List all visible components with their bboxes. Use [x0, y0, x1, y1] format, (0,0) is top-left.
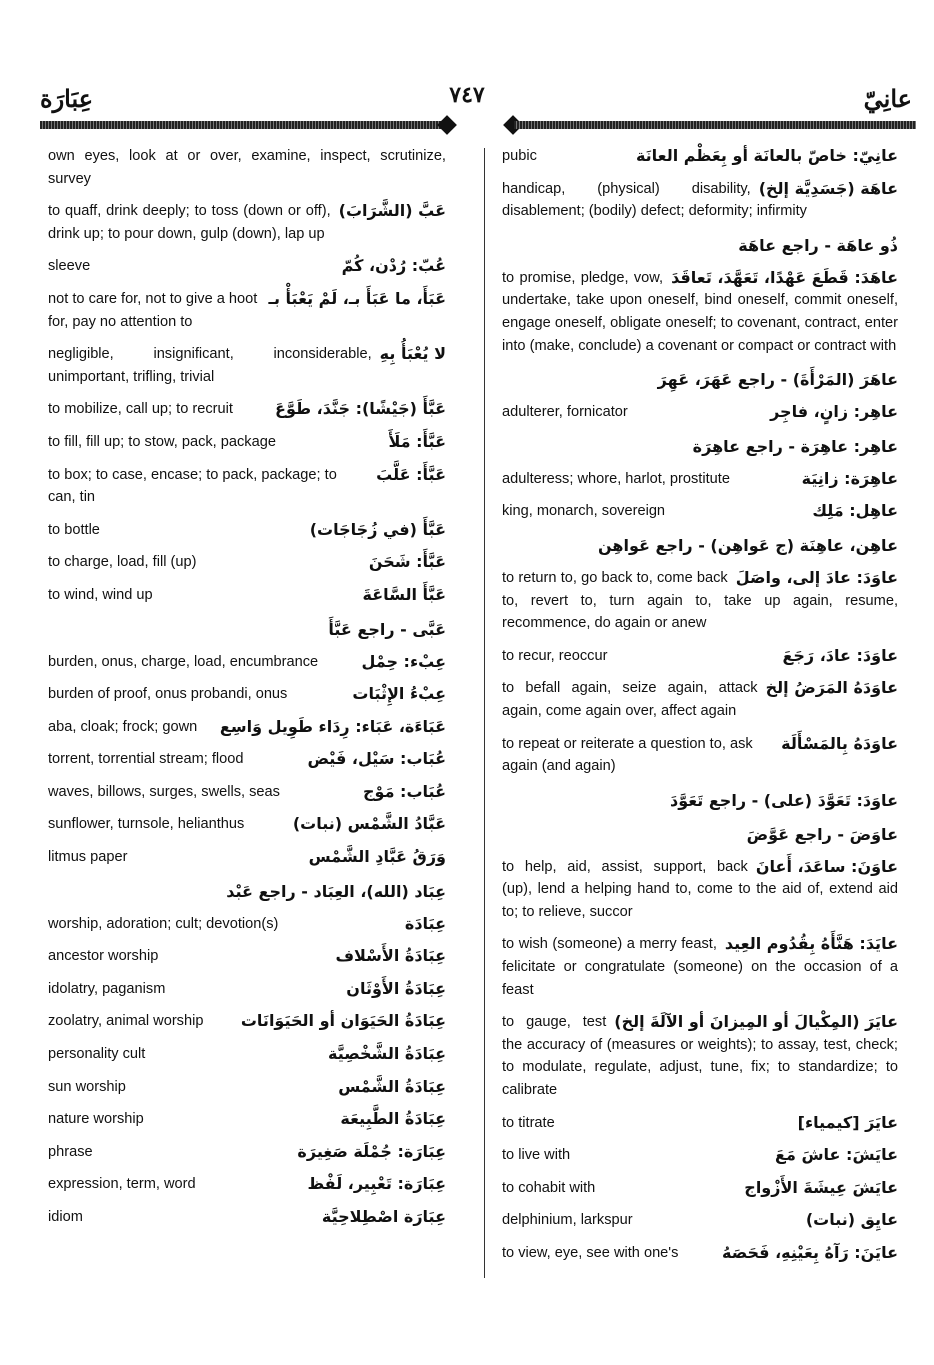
arabic-headword: عِبْءُ الإِثْبَات — [352, 684, 446, 704]
dictionary-entry — [48, 200, 446, 245]
dictionary-entry — [48, 1206, 446, 1229]
arabic-headword: عَبَّ (الشَّرَابَ) — [338, 201, 446, 221]
arabic-headword: عاهِل: مَلِك — [812, 501, 898, 521]
dictionary-entry — [48, 431, 446, 454]
dictionary-entry — [48, 551, 446, 574]
arabic-headword: عَبَّأَ (في زُجَاجَات) — [309, 519, 446, 539]
english-definition: own eyes, look at or over, examine, inspect, scrutinize, survey — [48, 148, 446, 187]
arabic-headword: عاهَة (جَسَدِيَّة إلخ) — [758, 178, 898, 198]
dictionary-entry — [502, 733, 898, 778]
header-rule-right — [506, 118, 916, 132]
right-column — [502, 145, 898, 1275]
arabic-headword: عِبَادَةُ الحَيَوَان أو الحَيَوَانَات — [240, 1011, 446, 1031]
cross-reference-entry: عاوَضَ - راجع عَوَّضَ — [746, 824, 898, 844]
dictionary-entry — [502, 677, 898, 722]
arabic-headword: عِبَادَةُ الأَسْلاف — [335, 946, 446, 966]
arabic-headword: عُبَاب: مَوْج — [363, 781, 446, 801]
dictionary-entry — [502, 567, 898, 635]
english-definition: idolatry, paganism — [48, 980, 166, 997]
dictionary-entry — [502, 145, 898, 168]
english-definition: to help, aid, assist, support, back (up), lend a helping hand to, come to the aid of, extend aid to; to relieve, succor — [502, 858, 898, 920]
cross-reference-entry: عاهَرَ (المَرْأَةَ) - راجع عَهَرَ، عَهِرَ — [657, 370, 898, 390]
running-head-left: عِبَارَة — [40, 84, 94, 113]
arabic-headword: عاوَدَ: عادَ إلى، واصَلَ — [735, 567, 898, 587]
dictionary-entry — [502, 500, 898, 523]
arabic-headword: عايَشَ: عاشَ مَعَ — [775, 1145, 898, 1165]
dictionary-entry — [48, 846, 446, 869]
english-definition: phrase — [48, 1143, 93, 1160]
dictionary-entry — [48, 1076, 446, 1099]
dictionary-entry — [48, 519, 446, 542]
dictionary-entry — [48, 1173, 446, 1196]
arabic-headword: عانِيّ: خاصّ بالعانَة أو بِعَظْم العانَة — [635, 146, 898, 165]
arabic-headword: عَبَاءَة، عَبَاء: رِدَاء طَوِيل وَاسِع — [219, 716, 446, 736]
english-definition: adulteress; whore, harlot, prostitute — [502, 470, 730, 487]
english-definition: burden of proof, onus probandi, onus — [48, 686, 288, 703]
arabic-headword: عَبَّأَ: عَلَّبَ — [376, 464, 446, 484]
english-definition: worship, adoration; cult; devotion(s) — [48, 915, 279, 932]
english-definition: personality cult — [48, 1046, 146, 1063]
arabic-headword: عِبَادَةُ الشَّمْس — [338, 1076, 446, 1096]
english-definition: litmus paper — [48, 849, 128, 866]
dictionary-entry — [502, 933, 898, 1001]
arabic-headword: عَبَّأَ: مَلَأَ — [388, 431, 446, 451]
arabic-headword: عاوَدَهُ بِالمَسْأَلَة — [781, 733, 898, 753]
dictionary-entry — [48, 1141, 446, 1164]
dictionary-entry — [48, 978, 446, 1001]
arabic-headword: عِبَادَةُ الأَوْثَان — [346, 978, 446, 998]
dictionary-entry — [502, 468, 898, 491]
page-number: ٧٤٧ — [449, 82, 485, 108]
arabic-headword: عاهِر: زانٍ، فاجِر — [770, 402, 898, 422]
english-definition: idiom — [48, 1209, 83, 1225]
english-definition: to charge, load, fill (up) — [48, 554, 197, 571]
dictionary-entry — [48, 464, 446, 509]
arabic-headword: عاوَدَهُ المَرَضُ إلخ — [765, 678, 898, 698]
arabic-headword: عِبَارَة: تَعْبِير، لَفْظ — [307, 1174, 446, 1194]
dictionary-entry — [48, 584, 446, 607]
english-definition: to view, eye, see with one's — [502, 1245, 679, 1261]
dictionary-entry — [48, 1043, 446, 1066]
dictionary-entry — [48, 343, 446, 388]
english-definition: to return to, go back to, come back to, revert to, turn again to, take up again, resume, recommence, do again or anew — [502, 569, 898, 632]
dictionary-entry — [502, 1177, 898, 1200]
arabic-headword: عَبَّأَ (جَيْشًا): جَنَّدَ، طَوَّعَ — [275, 399, 446, 419]
english-definition: pubic — [502, 148, 537, 164]
english-definition: zoolatry, animal worship — [48, 1013, 204, 1030]
english-definition: to live with — [502, 1147, 571, 1164]
english-definition: negligible, insignificant, inconsiderable, unimportant, trifling, trivial — [48, 346, 372, 385]
english-definition: to cohabit with — [502, 1179, 596, 1196]
arabic-headword: عايَشَ عِيشَةَ الأَزْواج — [744, 1177, 898, 1197]
dictionary-entry — [502, 401, 898, 424]
dictionary-entry — [502, 267, 898, 357]
english-definition: to repeat or reiterate a question to, ask again (and again) — [502, 735, 753, 775]
dictionary-entry — [48, 683, 446, 706]
arabic-headword: عاهَدَ: قَطَعَ عَهْدًا، تَعَهَّدَ، تَعاقَدَ — [671, 267, 898, 287]
english-definition: burden, onus, charge, load, encumbrance — [48, 653, 319, 670]
cross-reference-entry: عِبَاد (الله)، العِبَاد - راجع عَبْد — [226, 881, 446, 901]
arabic-headword: عِبْء: حِمْل — [361, 651, 446, 671]
arabic-headword: عُبّ: رُدْن، كُمّ — [341, 256, 446, 276]
cross-reference-entry: عَبَّى - راجع عَبَّأَ — [328, 619, 446, 639]
dictionary-entry — [48, 813, 446, 836]
dictionary-entry — [48, 945, 446, 968]
english-definition: sleeve — [48, 258, 91, 275]
arabic-headword: عَبَّأَ: شَحَنَ — [368, 552, 446, 572]
english-definition: to promise, pledge, vow, undertake, take upon oneself, bind oneself, commit oneself, engage oneself, obligate oneself; to covenant, contract, enter into (make, conclude) a covenant or compact or contract with — [502, 269, 898, 354]
dictionary-entry — [502, 1209, 898, 1232]
dictionary-entry — [502, 1242, 898, 1265]
header-rule-left — [40, 118, 460, 132]
english-definition: sun worship — [48, 1078, 126, 1095]
dictionary-entry — [48, 288, 446, 333]
arabic-headword: عاهِرَة: زانِيَة — [801, 468, 898, 488]
arabic-headword: عَبَّأَ السَّاعَةَ — [362, 584, 446, 604]
arabic-headword: عِبَادَةُ الطَّبِيعَة — [340, 1109, 446, 1129]
arabic-headword: عايَرَ (المِكْيالَ أو المِيزانَ أو الآلَةَ إلخ) — [614, 1012, 898, 1032]
english-definition: not to care for, not to give a hoot for, pay no attention to — [48, 290, 258, 330]
arabic-headword: وَرَقُ عَبَّادِ الشَّمْس — [308, 847, 446, 867]
english-definition: handicap, (physical) disability, disablement; (bodily) defect; deformity; infirmity — [502, 180, 807, 220]
arabic-headword: عَبَأَ، ما عَبَأَ بـ، لَمْ يَعْبَأْ بـ — [268, 288, 446, 308]
dictionary-entry — [48, 781, 446, 804]
dictionary-entry — [48, 716, 446, 739]
arabic-headword: عِبَادَة — [404, 913, 446, 933]
dictionary-entry — [502, 1144, 898, 1167]
arabic-headword: عايَرَ [كيمياء] — [797, 1112, 898, 1132]
english-definition: aba, cloak; frock; gown — [48, 718, 198, 735]
arabic-headword: عاوَدَ: عادَ، رَجَعَ — [782, 645, 898, 665]
dictionary-entry — [502, 1011, 898, 1101]
english-definition: to titrate — [502, 1114, 555, 1131]
english-definition: to befall again, seize again, attack again, come again over, affect again — [502, 680, 758, 719]
arabic-headword: لا يُعْبَأُ بِهِ — [379, 344, 446, 364]
english-definition: to recur, reoccur — [502, 647, 608, 664]
arabic-headword: عِبَارَة اصْطِلاحِيَّة — [321, 1207, 446, 1226]
english-definition: to wish (someone) a merry feast, felicitate or congratulate (someone) on the occasion of a feast — [502, 936, 898, 998]
arabic-headword: عايَدَ: هَنَّأَهُ بِقُدُوم العِيد — [724, 934, 898, 954]
dictionary-entry — [48, 1010, 446, 1033]
english-definition: to bottle — [48, 521, 100, 538]
running-head-right: عانِيّ — [863, 84, 912, 113]
english-definition: to gauge, test the accuracy of (measures or weights); to assay, test, check; to modulate, regulate, adjust, tune, fix; to standardize; to calibrate — [502, 1014, 898, 1099]
dictionary-entry — [48, 1108, 446, 1131]
arabic-headword: عايَنَ: رَآهُ بِعَيْنِهِ، فَحَصَهُ — [722, 1243, 898, 1262]
dictionary-entry — [48, 651, 446, 674]
english-definition: sunflower, turnsole, helianthus — [48, 816, 245, 833]
english-definition: delphinium, larkspur — [502, 1212, 633, 1229]
dictionary-entry — [48, 255, 446, 278]
arabic-headword: عَبَّادُ الشَّمْس (نبات) — [292, 814, 446, 834]
dictionary-entry — [48, 398, 446, 421]
english-definition: waves, billows, surges, swells, seas — [48, 783, 280, 800]
dictionary-entry — [502, 1112, 898, 1135]
cross-reference-entry: ذُو عاهَة - راجع عاهَة — [738, 235, 898, 255]
dictionary-entry — [48, 748, 446, 771]
english-definition: to wind, wind up — [48, 586, 153, 603]
dictionary-entry — [48, 145, 446, 190]
arabic-headword: عِبَارَة: جُمْلَة صَغِيرَة — [297, 1141, 446, 1161]
dictionary-entry — [502, 178, 898, 223]
arabic-headword: عِبَادَةُ الشَّخْصِيَّة — [328, 1044, 446, 1064]
cross-reference-entry: عاوَدَ: تَعَوَّدَ (على) - راجع تَعَوَّدَ — [670, 790, 898, 810]
cross-reference-entry: عاهِن، عاهِنَة (ج عَواهِن) - راجع عَواهِن — [597, 535, 898, 555]
english-definition: adulterer, fornicator — [502, 404, 628, 421]
dictionary-entry — [502, 856, 898, 924]
english-definition: to fill, fill up; to stow, pack, package — [48, 433, 276, 450]
english-definition: to quaff, drink deeply; to toss (down or off), drink up; to pour down, gulp (down), lap up — [48, 203, 331, 242]
english-definition: nature worship — [48, 1111, 144, 1128]
column-divider — [484, 148, 485, 1278]
english-definition: ancestor worship — [48, 948, 159, 965]
english-definition: to box; to case, encase; to pack, package; to can, tin — [48, 466, 337, 506]
english-definition: to mobilize, call up; to recruit — [48, 401, 233, 418]
arabic-headword: عايِق (نبات) — [805, 1210, 898, 1230]
dictionary-entry — [48, 913, 446, 936]
cross-reference-entry: عاهِر: عاهِرَة - راجع عاهِرَة — [692, 436, 898, 456]
arabic-headword: عُبَاب: سَيْل، فَيْض — [307, 749, 446, 769]
english-definition: king, monarch, sovereign — [502, 503, 666, 520]
left-column — [48, 145, 446, 1239]
english-definition: torrent, torrential stream; flood — [48, 751, 244, 768]
dictionary-entry — [502, 645, 898, 668]
english-definition: expression, term, word — [48, 1176, 196, 1193]
arabic-headword: عاوَنَ: ساعَدَ، أَعانَ — [755, 856, 898, 876]
